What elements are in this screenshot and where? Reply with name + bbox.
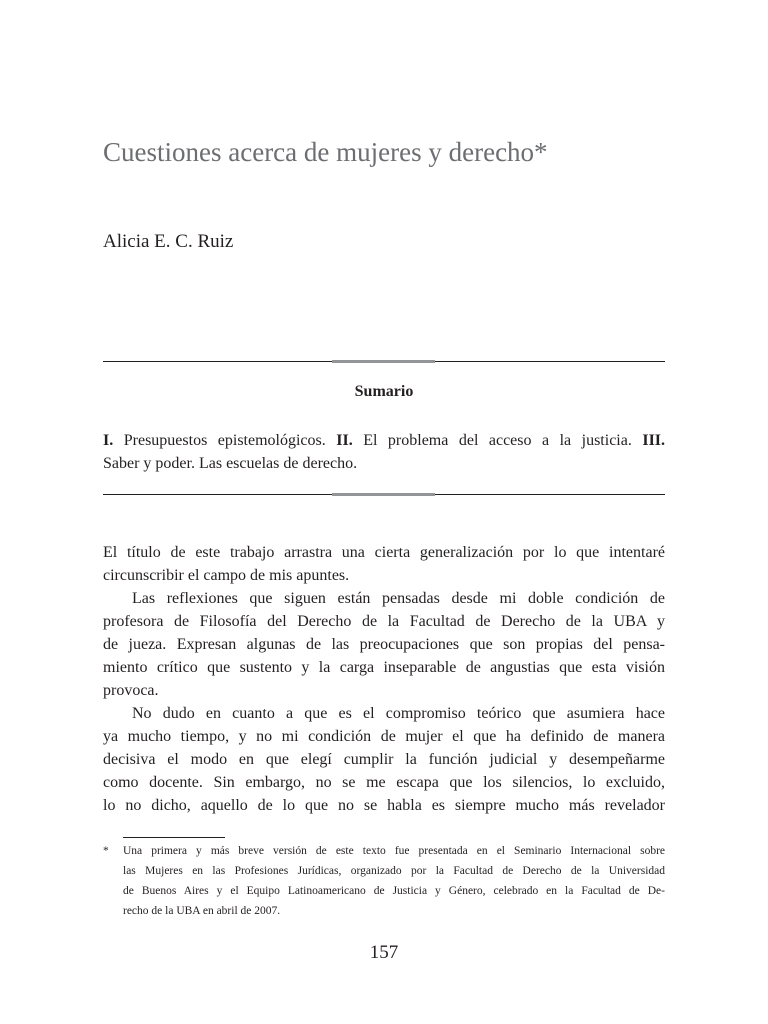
summary-top-rule-accent bbox=[332, 360, 435, 363]
body-line: como docente. Sin embargo, no se me escapa que los silencios, lo excluido, bbox=[103, 774, 665, 791]
footnote-separator bbox=[123, 837, 225, 838]
summary-top-rule bbox=[103, 361, 665, 362]
body-line: ya mucho tiempo, y no mi condición de mujer el que ha definido de manera bbox=[103, 728, 665, 745]
footnote-line: de Buenos Aires y el Equipo Latinoamericano de Justicia y Género, celebrado en la Facultad de De- bbox=[123, 885, 665, 897]
chapter-title: Cuestiones acerca de mujeres y derecho* bbox=[103, 137, 548, 167]
summary-item-text: Presupuestos epistemológicos. bbox=[123, 432, 326, 449]
body-line: circunscribir el campo de mis apuntes. bbox=[103, 567, 350, 584]
body-line: provoca. bbox=[103, 682, 159, 699]
summary-item-number: II. bbox=[336, 432, 353, 449]
body-text bbox=[103, 541, 665, 817]
summary-item-text: El problema del acceso a la justicia. bbox=[363, 432, 632, 449]
summary-line bbox=[103, 429, 665, 452]
footnote-line: Una primera y más breve versión de este texto fue presentada en el Seminario Internacional sobre bbox=[123, 845, 665, 857]
body-line: No dudo en cuanto a que es el compromiso teórico que asumiera hace bbox=[132, 705, 665, 722]
footnote-line: las Mujeres en las Profesiones Jurídicas, organizado por la Facultad de Derecho de la Universidad bbox=[123, 865, 665, 877]
body-line: profesora de Filosofía del Derecho de la Facultad de Derecho de la UBA y bbox=[103, 613, 665, 630]
summary-item-text: Saber y poder. Las escuelas de derecho. bbox=[103, 455, 358, 472]
footnote-line: recho de la UBA en abril de 2007. bbox=[123, 905, 281, 917]
summary-contents bbox=[103, 429, 665, 475]
footnote-body bbox=[123, 841, 665, 921]
author-name: Alicia E. C. Ruiz bbox=[103, 231, 234, 252]
body-line: decisiva el modo en que elegí cumplir la función judicial y desempeñarme bbox=[103, 751, 665, 768]
summary-item-number: III. bbox=[642, 432, 666, 449]
body-line: El título de este trabajo arrastra una cierta generalización por lo que intentaré bbox=[103, 544, 665, 561]
summary-item-number: I. bbox=[103, 432, 114, 449]
body-line: lo no dicho, aquello de lo que no se habla es siempre mucho más revelador bbox=[103, 797, 665, 814]
summary-bottom-rule bbox=[103, 494, 665, 495]
summary-bottom-rule-accent bbox=[332, 493, 435, 496]
footnote-mark: * bbox=[103, 845, 109, 857]
summary-heading: Sumario bbox=[354, 383, 414, 400]
page-number: 157 bbox=[369, 942, 399, 963]
body-line: Las reflexiones que siguen están pensadas desde mi doble condición de bbox=[132, 590, 665, 607]
footnote bbox=[103, 841, 665, 921]
body-line: de jueza. Expresan algunas de las preocupaciones que son propias del pensa- bbox=[103, 636, 665, 653]
body-line: miento crítico que sustento y la carga inseparable de angustias que esta visión bbox=[103, 659, 665, 676]
